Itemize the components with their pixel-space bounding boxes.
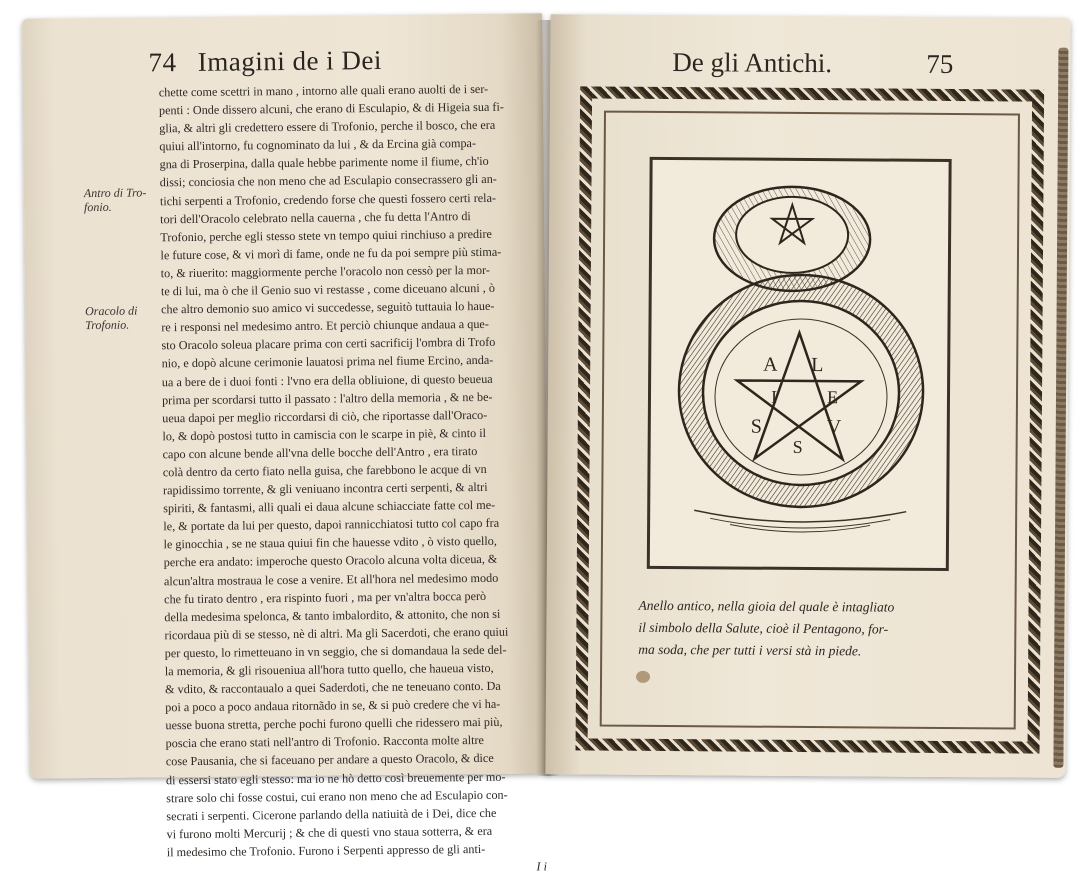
body-line: lo, & dopò postosi tutto in camiscia con le scarpe in piè, & cinto il	[162, 425, 487, 444]
body-line: tichi serpenti a Trofonio, credendo forse che questi fossero certi rela-	[159, 190, 497, 208]
body-line: della medesima spelonca, & tanto imbalordito, & attonito, che non si	[164, 606, 501, 625]
body-line: to, & riuerito: maggiormente perche l'oracolo non cessò per la mor-	[160, 262, 490, 281]
right-page	[545, 14, 1070, 778]
body-line: colà dentro da certo fiato nella guisa, che farebbono le acque di vn	[162, 461, 487, 480]
body-line: re i responsi nel medesimo antro. Et perciò chiunque andaua a que-	[161, 317, 489, 335]
ring-woodcut	[647, 157, 952, 571]
body-line: uesse buona stretta, perche pochi furono quelli che ridessero mai più,	[165, 715, 503, 733]
body-line: che fu tirato dentro , era rispinto fuori , ma per vn'altra bocca però	[164, 588, 487, 606]
ring-letter-e: E	[826, 387, 839, 408]
right-running-head	[672, 47, 954, 80]
body-line: quiui all'intorno, fu cognominato da lui , & da Ercina già compa-	[159, 136, 477, 154]
caption-line: il simbolo della Salute, cioè il Pentagono, for-	[638, 619, 889, 637]
body-line: che altro demonio suo amico vi succedesse, seguitò tuttauia lo haue-	[161, 298, 495, 317]
body-line: glia, & altri gli credettero essere di Trofonio, perche il bosco, che era	[159, 117, 496, 136]
left-head-title: Imagini de i Dei	[197, 44, 383, 77]
body-line: capo con alcune bende all'vna delle bocche dell'Antro , era tirato	[162, 443, 478, 462]
ring-illustration	[650, 160, 949, 568]
body-line: dissi; conciosia che non meno che ad Esculapio consecrassero gli an-	[159, 172, 497, 190]
body-line: Trofonio, perche egli stesso stete vn tempo quiui rinchiuso a predire	[160, 226, 492, 245]
left-page-number: 74	[148, 47, 177, 78]
body-line: alcun'altra mostraua le cose a venire. Et all'hora nel medesimo modo	[163, 570, 499, 588]
margin-note-oracolo: Oracolo di Trofonio.	[85, 303, 138, 333]
body-line: & vdito, & raccontaualo a quei Saderdoti, che ne teneuano conto. Da	[164, 678, 501, 697]
left-running-head	[148, 45, 382, 78]
body-line: strare solo chi fosse costui, cui erano non meno che ad Esculapio con-	[166, 787, 508, 805]
body-line: ricordaua più di se stesso, nè di altri. Ma gli Sacerdoti, che erano quiui	[164, 624, 509, 643]
body-line: posciа che erano stati nell'antro di Trofonio. Racconta molte altre	[165, 733, 485, 751]
right-page-number: 75	[926, 48, 954, 80]
body-line: la memoria, & gli risoueniua all'hora tutto quello, che haueua visto,	[164, 660, 494, 679]
body-line: ueua dapoi per meglio riccordarsi di ciò, che riportasse dall'Oraco-	[162, 407, 488, 425]
ring-band-inner	[702, 300, 899, 485]
body-line: per questo, lo rimetteuano in vn seggio, che si domandaua la sede del-	[164, 642, 507, 661]
book-edge	[1053, 48, 1068, 768]
left-page	[22, 13, 550, 874]
body-line: di essersi stato egli stesso: ma io ne hò detto così breuemente per mo-	[165, 769, 506, 787]
right-head-title: De gli Antichi.	[672, 47, 833, 79]
body-line: chette come scettri in mano , intorno alle quali erano auolti de i ser-	[158, 81, 489, 100]
body-line: ua a bere de i duoi fonti : l'vno era della obliuione, di questo beueua	[161, 371, 493, 389]
left-body-text	[159, 79, 567, 879]
ornamental-border	[576, 86, 1045, 753]
body-line: il medesimo che Trofonio. Furono i Serpenti appresso de gli anti-	[166, 841, 486, 860]
body-line: le future cose, & vi morì di fame, onde ne fu da poi sempre più stima-	[160, 244, 502, 263]
ring-caption	[638, 595, 978, 663]
open-book	[8, 6, 1076, 874]
body-line: poi a poco a poco andaua ritornãdo in se, & si può credere che vi ha-	[165, 696, 501, 715]
body-line: spiriti, & fantasmi, alli quali ei daua alcune schiacciate fatte col me-	[163, 497, 496, 516]
ring-letter-v: V	[826, 416, 842, 439]
ring-letter-a: A	[763, 353, 778, 376]
signature-mark: I i	[536, 859, 548, 874]
body-line: cose Pausania, che si faceuano per andare a questo Oracolo, & dice	[165, 751, 494, 769]
ring-letter-s1: S	[750, 415, 762, 438]
body-line: sto Oracolo soleua placare prima con certi sacrificij l'ombra di Trofo	[161, 335, 496, 353]
body-line: le, & portate da lui per questo, dapoi rannicchiatosi tutto col capo fra	[163, 516, 500, 534]
body-line: secrati i serpenti. Cicerone parlando della natiuità de i Dei, dice che	[166, 805, 497, 824]
ring-letter-i: I	[770, 386, 778, 407]
body-line: le ginocchia , se ne staua quiui fin che hauesse vdito , ò visto quello,	[163, 534, 497, 552]
body-line: tori dell'Oracolo celebrato nella cauerna , che fu detta l'Antro di	[160, 208, 471, 226]
body-line: perche era andato: imperoche questo Oracolo alcuna volta diceua, &	[163, 552, 498, 570]
caption-line: Anello antico, nella gioia del quale è intagliato	[638, 597, 895, 615]
body-line: te di lui, ma ò che il Genio suo vi restasse , come diceuano alcuni , ò	[160, 280, 496, 299]
body-line: nio, e dopò alcune cerimonie lauatosi prima nel fiume Ercino, anda-	[161, 353, 494, 371]
body-line: prima per scordarsi tutto il passato : l'altro della memoria , & ne be-	[161, 389, 493, 407]
caption-line: ma soda, che per tutti i versi stà in piede.	[638, 641, 862, 659]
body-line: penti : Onde dissero alcuni, che erano di Esculapio, & di Higeia sua fi-	[158, 99, 504, 118]
body-line: gna di Proserpina, dalla quale hebbe parimente nome il fiume, ch'io	[159, 154, 489, 172]
body-line: rapidissimo torrente, & gli veniuano incontra certi serpenti, & altri	[162, 479, 488, 498]
body-line: vi furono molti Mercurij ; & che di questi vno staua sotterra, & era	[166, 823, 493, 842]
margin-note-antro: Antro di Tro-fonio.	[83, 185, 147, 215]
ring-letter-s2: S	[792, 436, 803, 457]
paper-stain	[636, 671, 650, 683]
ring-letter-l: L	[811, 354, 824, 377]
